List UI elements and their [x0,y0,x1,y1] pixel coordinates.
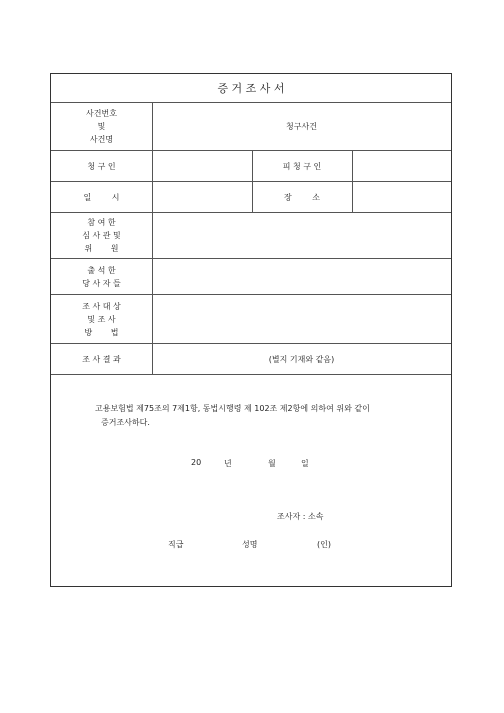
respondent-value[interactable] [352,151,451,181]
datetime-value[interactable] [152,182,252,212]
examiners-label-line2: 심 사 관 및 [82,231,121,240]
parties-value[interactable] [152,259,451,294]
date-day: 일 [301,459,309,468]
date-year-prefix: 20 [191,458,202,467]
subject-label-line1: 조 사 대 상 [82,301,121,311]
claimant-row [51,151,451,182]
name-label: 성명 [242,540,258,549]
subject-value[interactable] [152,295,451,343]
examiners-row [51,213,451,259]
parties-label [51,259,152,294]
case-label-line1: 사건번호 [86,109,117,118]
subject-label [51,295,152,343]
case-label-line3: 사건명 [89,135,114,144]
datetime-row [51,182,451,213]
seal-mark: (인) [317,540,331,549]
evidence-investigation-form [50,73,452,587]
result-label: 조 사 결 과 [82,354,121,364]
statement-line1: 고용보험법 제75조의 7제1항, 동법시행령 제 102조 제2항에 의하여 위와 같이 [95,404,370,413]
examiners-value[interactable] [152,213,451,258]
investigator-affiliation: 조사자 : 소속 [277,512,324,521]
result-value[interactable]: (별지 기재와 같음) [268,354,335,364]
place-value[interactable] [352,182,451,212]
datetime-label: 일 시 [83,192,120,202]
date-month: 월 [268,459,276,468]
claimant-label: 청 구 인 [87,161,116,171]
respondent-label: 피 청 구 인 [282,161,322,171]
subject-label-line3: 방 법 [84,327,119,337]
examiners-label [51,213,152,258]
title-row [51,74,451,103]
parties-label-line1: 출 석 한 [87,265,116,275]
rank-label: 직급 [168,540,184,549]
subject-row [51,295,451,344]
place-label: 장 소 [284,192,320,202]
result-row [51,344,451,375]
case-label [51,103,152,150]
subject-label-line2: 및 조 사 [87,314,116,324]
case-label-line2: 및 [97,122,106,131]
examiners-label-line3: 위 원 [84,244,119,253]
case-row [51,103,451,151]
examiners-label-line1: 참 여 한 [87,218,116,227]
parties-label-line2: 당 사 자 들 [82,278,121,288]
date-year: 년 [224,459,232,468]
claimant-value[interactable] [152,151,252,181]
case-value[interactable]: 청구사건 [286,122,317,131]
statement-line2: 증거조사하다. [101,418,150,427]
parties-row [51,259,451,295]
form-title: 증 거 조 사 서 [217,81,285,95]
